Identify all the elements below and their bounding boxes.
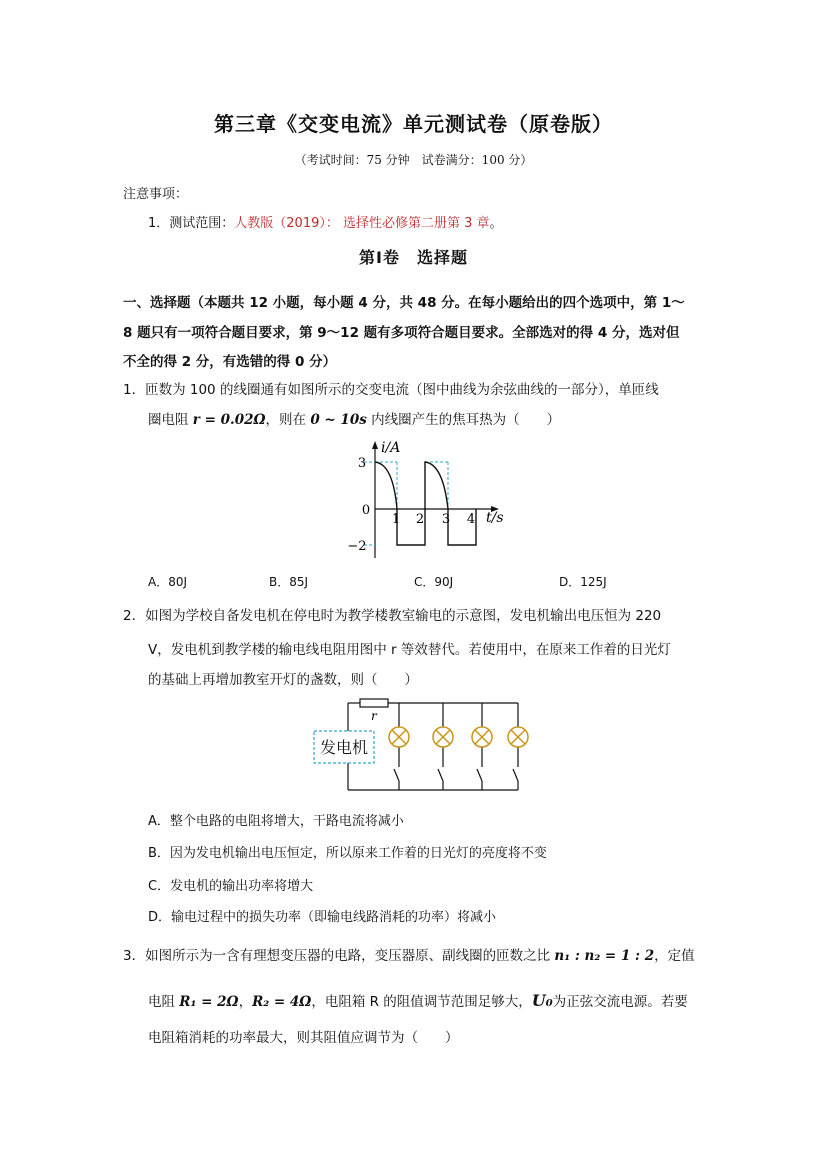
q1-option-c: C．90J <box>414 575 454 589</box>
exam-info: （考试时间：75 分钟 试卷满分：100 分） <box>294 153 533 167</box>
tick-2: 2 <box>415 512 425 527</box>
generator-label: 发电机 <box>319 738 369 757</box>
tick-4: 4 <box>466 512 476 527</box>
q1-text: ，则在 <box>265 412 311 428</box>
q1-stem-line: 1．匝数为 100 的线圈通有如图所示的交变电流（图中曲线为余弦曲线的一部分），单匝线 <box>123 382 659 398</box>
current-waveform <box>375 462 476 545</box>
tick-3: 3 <box>357 456 367 471</box>
q2-stem-line: V，发电机到教学楼的输电线电阻用图中 r 等效替代。若使用中，在原来工作着的日光灯 <box>148 642 671 658</box>
y-axis-arrow <box>372 441 378 449</box>
x-axis-label: t/s <box>486 510 504 526</box>
tick-0: 0 <box>361 503 371 518</box>
tick-neg2: −2 <box>347 539 367 554</box>
q1-text: 圈电阻 <box>148 412 193 428</box>
scope-suffix: 。 <box>489 216 503 231</box>
dashed-guides <box>361 462 476 545</box>
q3-r1-math: R₁ = 2Ω <box>179 994 239 1010</box>
scope-prefix: 1．测试范围： <box>148 216 235 231</box>
y-axis-label: i/A <box>381 440 401 456</box>
q1-stem-line <box>148 408 560 428</box>
q2-option-a: A．整个电路的电阻将增大，干路电流将减小 <box>148 814 404 829</box>
lamp-icon <box>433 727 453 747</box>
q1-time-math: 0 ~ 10s <box>310 412 367 428</box>
q2-option-c: C．发电机的输出功率将增大 <box>148 879 314 894</box>
tick-1: 1 <box>391 512 401 527</box>
instructions-line: 一、选择题（本题共 12 小题，每小题 4 分，共 48 分。在每小题给出的四个选项中，第 1～ <box>123 295 685 311</box>
instructions-line: 不全的得 2 分，有选错的得 0 分） <box>123 354 337 370</box>
q3-text: ， <box>238 994 253 1010</box>
q3-text: ，电阻箱 R 的阻值调节范围足够大， <box>311 994 532 1010</box>
section-title: 第Ⅰ卷 选择题 <box>359 248 468 267</box>
notes-heading: 注意事项： <box>123 187 189 202</box>
current-time-graph <box>340 434 510 562</box>
resistor-r <box>360 699 388 707</box>
q2-stem-line: 的基础上再增加教室开灯的盏数，则（ ） <box>148 672 418 688</box>
q3-stem-line: 电阻箱消耗的功率最大，则其阻值应调节为（ ） <box>148 1030 459 1046</box>
test-scope <box>148 212 503 231</box>
q1-option-b: B．85J <box>269 575 309 589</box>
q1-text: 内线圈产生的焦耳热为（ ） <box>366 412 561 428</box>
instructions-line: 8 题只有一项符合题目要求，第 9～12 题有多项符合题目要求。全部选对的得 4 分，选对但 <box>123 325 680 341</box>
lamp-icon <box>472 727 492 747</box>
q3-r2-math: R₂ = 4Ω <box>252 994 312 1010</box>
page-title: 第三章《交变电流》单元测试卷（原卷版） <box>214 112 613 136</box>
q2-option-d: D．输电过程中的损失功率（即输电线路消耗的功率）将减小 <box>148 910 497 925</box>
q1-option-a: A．80J <box>148 575 188 589</box>
q3-stem-line <box>148 990 688 1010</box>
q3-text: ，定值 <box>654 948 695 964</box>
q3-text: 电阻 <box>148 994 180 1010</box>
lamp-icon <box>389 727 409 747</box>
q3-u0-math: U₀ <box>531 991 553 1010</box>
scope-highlight: 人教版（2019）： 选择性必修第二册第 3 章 <box>234 216 490 231</box>
q3-ratio-math: n₁ : n₂ = 1 : 2 <box>554 948 655 964</box>
q3-stem-line <box>123 944 695 964</box>
lamp-icon <box>508 727 528 747</box>
q1-option-d: D．125J <box>559 575 607 589</box>
q3-text: 3．如图所示为一含有理想变压器的电路，变压器原、副线圈的匝数之比 <box>123 948 555 964</box>
q1-resistance-math: r = 0.02Ω <box>192 412 266 428</box>
tick-3-x: 3 <box>441 512 451 527</box>
q2-option-b: B．因为发电机输出电压恒定，所以原来工作着的日光灯的亮度将不变 <box>148 846 547 861</box>
resistor-label: r <box>371 709 377 723</box>
circuit-diagram <box>310 695 535 795</box>
q2-stem-line: 2．如图为学校自备发电机在停电时为教学楼教室输电的示意图，发电机输出电压恒为 220 <box>123 608 662 624</box>
q3-text: 为正弦交流电源。若要 <box>552 994 688 1010</box>
